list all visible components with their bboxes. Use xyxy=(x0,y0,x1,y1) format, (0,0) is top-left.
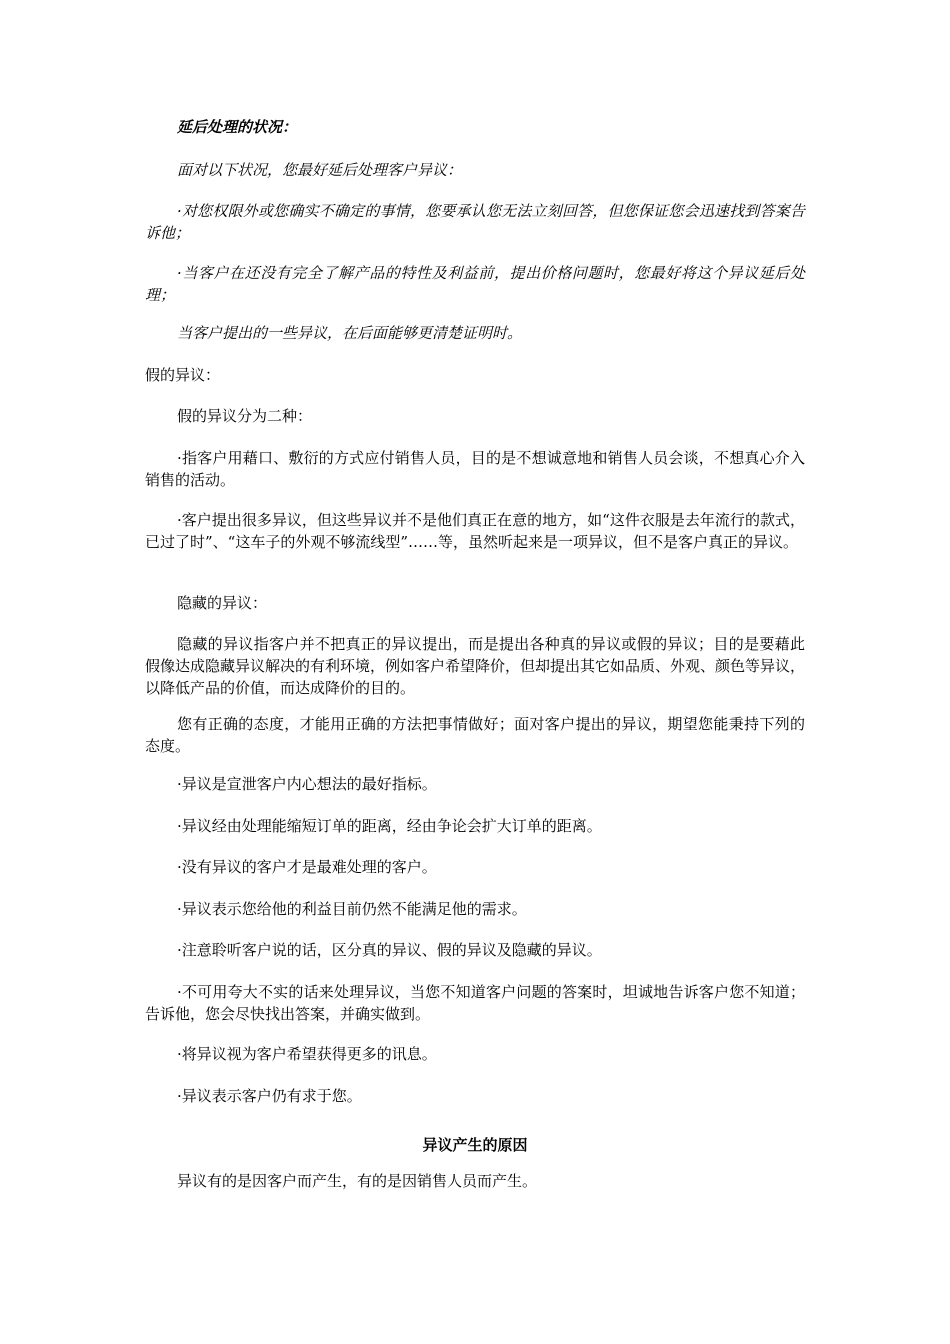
paragraph-false-item-2: ·客户提出很多异议，但这些异议并不是他们真正在意的地方，如“这件衣服是去年流行的款式，已过了时”、“这车子的外观不够流线型”……等，虽然听起来是一项异议，但不是客户真正的异议。 xyxy=(145,511,805,551)
paragraph-false-item-1: ·指客户用藉口、敷衍的方式应付销售人员，目的是不想诚意地和销售人员会谈，不想真心介入销售的活动。 xyxy=(145,449,805,489)
paragraph-attitude-intro: 您有正确的态度，才能用正确的方法把事情做好；面对客户提出的异议，期望您能秉持下列的态度。 xyxy=(145,715,805,755)
paragraph-delay-item-3: 当客户提出的一些异议，在后面能够更清楚证明时。 xyxy=(177,324,523,342)
paragraph-delay-item-1: ·对您权限外或您确实不确定的事情，您要承认您无法立刻回答，但您保证您会迅速找到答案告诉他； xyxy=(145,202,805,242)
paragraph-attitude-item-2: ·异议经由处理能缩短订单的距离，经由争论会扩大订单的距离。 xyxy=(177,817,602,835)
paragraph-delay-intro: 面对以下状况，您最好延后处理客户异议： xyxy=(177,161,463,179)
paragraph-attitude-item-6: ·不可用夸大不实的话来处理异议，当您不知道客户问题的答案时，坦诚地告诉客户您不知道；告诉他，您会尽快找出答案，并确实做到。 xyxy=(145,983,805,1023)
paragraph-attitude-item-7: ·将异议视为客户希望获得更多的讯息。 xyxy=(177,1045,437,1063)
section-heading-hidden-objection: 隐藏的异议： xyxy=(177,594,268,612)
paragraph-attitude-item-8: ·异议表示客户仍有求于您。 xyxy=(177,1087,362,1105)
paragraph-delay-item-2: ·当客户在还没有完全了解产品的特性及利益前，提出价格问题时，您最好将这个异议延后处理； xyxy=(145,264,805,304)
paragraph-attitude-item-1: ·异议是宣泄客户内心想法的最好指标。 xyxy=(177,775,437,793)
section-heading-objection-causes: 异议产生的原因 xyxy=(422,1136,528,1154)
section-heading-delayed-handling: 延后处理的状况： xyxy=(177,118,298,136)
paragraph-attitude-item-4: ·异议表示您给他的利益目前仍然不能满足他的需求。 xyxy=(177,900,527,918)
section-heading-false-objection: 假的异议： xyxy=(145,366,221,384)
paragraph-false-intro: 假的异议分为二种： xyxy=(177,407,313,425)
paragraph-attitude-item-3: ·没有异议的客户才是最难处理的客户。 xyxy=(177,858,437,876)
paragraph-hidden-objection: 隐藏的异议指客户并不把真正的异议提出，而是提出各种真的异议或假的异议；目的是要藉此假像达成隐藏异议解决的有利环境，例如客户希望降价，但却提出其它如品质、外观、颜色等异议，以降低产品的价值，而达成降价的目的。 xyxy=(145,635,806,697)
paragraph-attitude-item-5: ·注意聆听客户说的话，区分真的异议、假的异议及隐藏的异议。 xyxy=(177,941,602,959)
paragraph-objection-causes: 异议有的是因客户而产生，有的是因销售人员而产生。 xyxy=(177,1172,538,1190)
